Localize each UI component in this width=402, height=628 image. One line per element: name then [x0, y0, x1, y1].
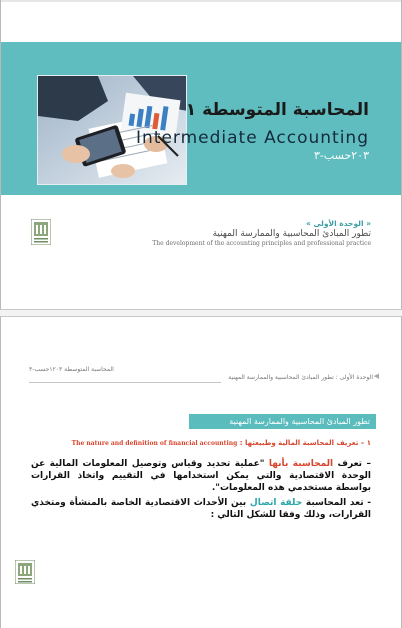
page-top-border — [1, 0, 401, 2]
unit-title-arabic: تطور المبادئ المحاسبية والممارسة المهنية — [212, 229, 371, 239]
para1-text: "عملية تحديد وقياس وتوصيل المعلومات المالية عن الوحدة الاقتصادية والتي يمكن استخدامها في التقييم واتخاذ القرارات بواسطة مستخدمي هذه المعلومات". — [31, 459, 371, 493]
university-logo-icon — [15, 560, 35, 584]
section-title-bar — [189, 414, 376, 429]
para2-prefix: - تعد المحاسبة — [305, 498, 372, 508]
university-logo-icon — [31, 219, 51, 245]
unit-label: « الوحدة الأولى » — [306, 219, 371, 228]
definition-paragraph — [31, 458, 371, 494]
item-heading — [31, 439, 371, 447]
communication-paragraph — [31, 497, 371, 521]
header-course-name: المحاسبة المتوسطة ١٢٠٣حسب-٣ — [29, 366, 114, 373]
para1-prefix: – تعرف — [337, 459, 371, 469]
cover-title-english: Intermediate Accounting — [135, 128, 369, 148]
unit-title-english: The development of the accounting principles and professional practice — [152, 240, 371, 247]
course-code: ٢٠٣حسب-٣ — [313, 149, 369, 162]
para1-highlight: المحاسبة بأنها — [268, 459, 334, 469]
header-arrow-icon: ◀ — [373, 372, 379, 380]
item-heading-arabic: ١ – تعريف المحاسبة المالية وطبيعتها : — [239, 439, 371, 447]
cover-page — [0, 0, 402, 310]
header-unit-title: الوحدة الأولى : تطور المبادئ المحاسبية والممارسة المهنية — [228, 374, 373, 381]
para2-text: بين الأحداث الاقتصادية الخاصة بالمنشأة ومتخذي القرارات، وذلك وفقا للشكل التالي : — [31, 498, 371, 520]
section-title: تطور المبادئ المحاسبية والممارسة المهنية — [229, 417, 370, 426]
item-heading-english: The nature and definition of financial accounting — [71, 440, 238, 447]
cover-title-arabic: المحاسبة المتوسطة ١ — [185, 100, 369, 120]
content-page — [0, 316, 402, 628]
para2-highlight: حلقة اتصال — [249, 498, 303, 508]
header-divider — [29, 382, 221, 383]
